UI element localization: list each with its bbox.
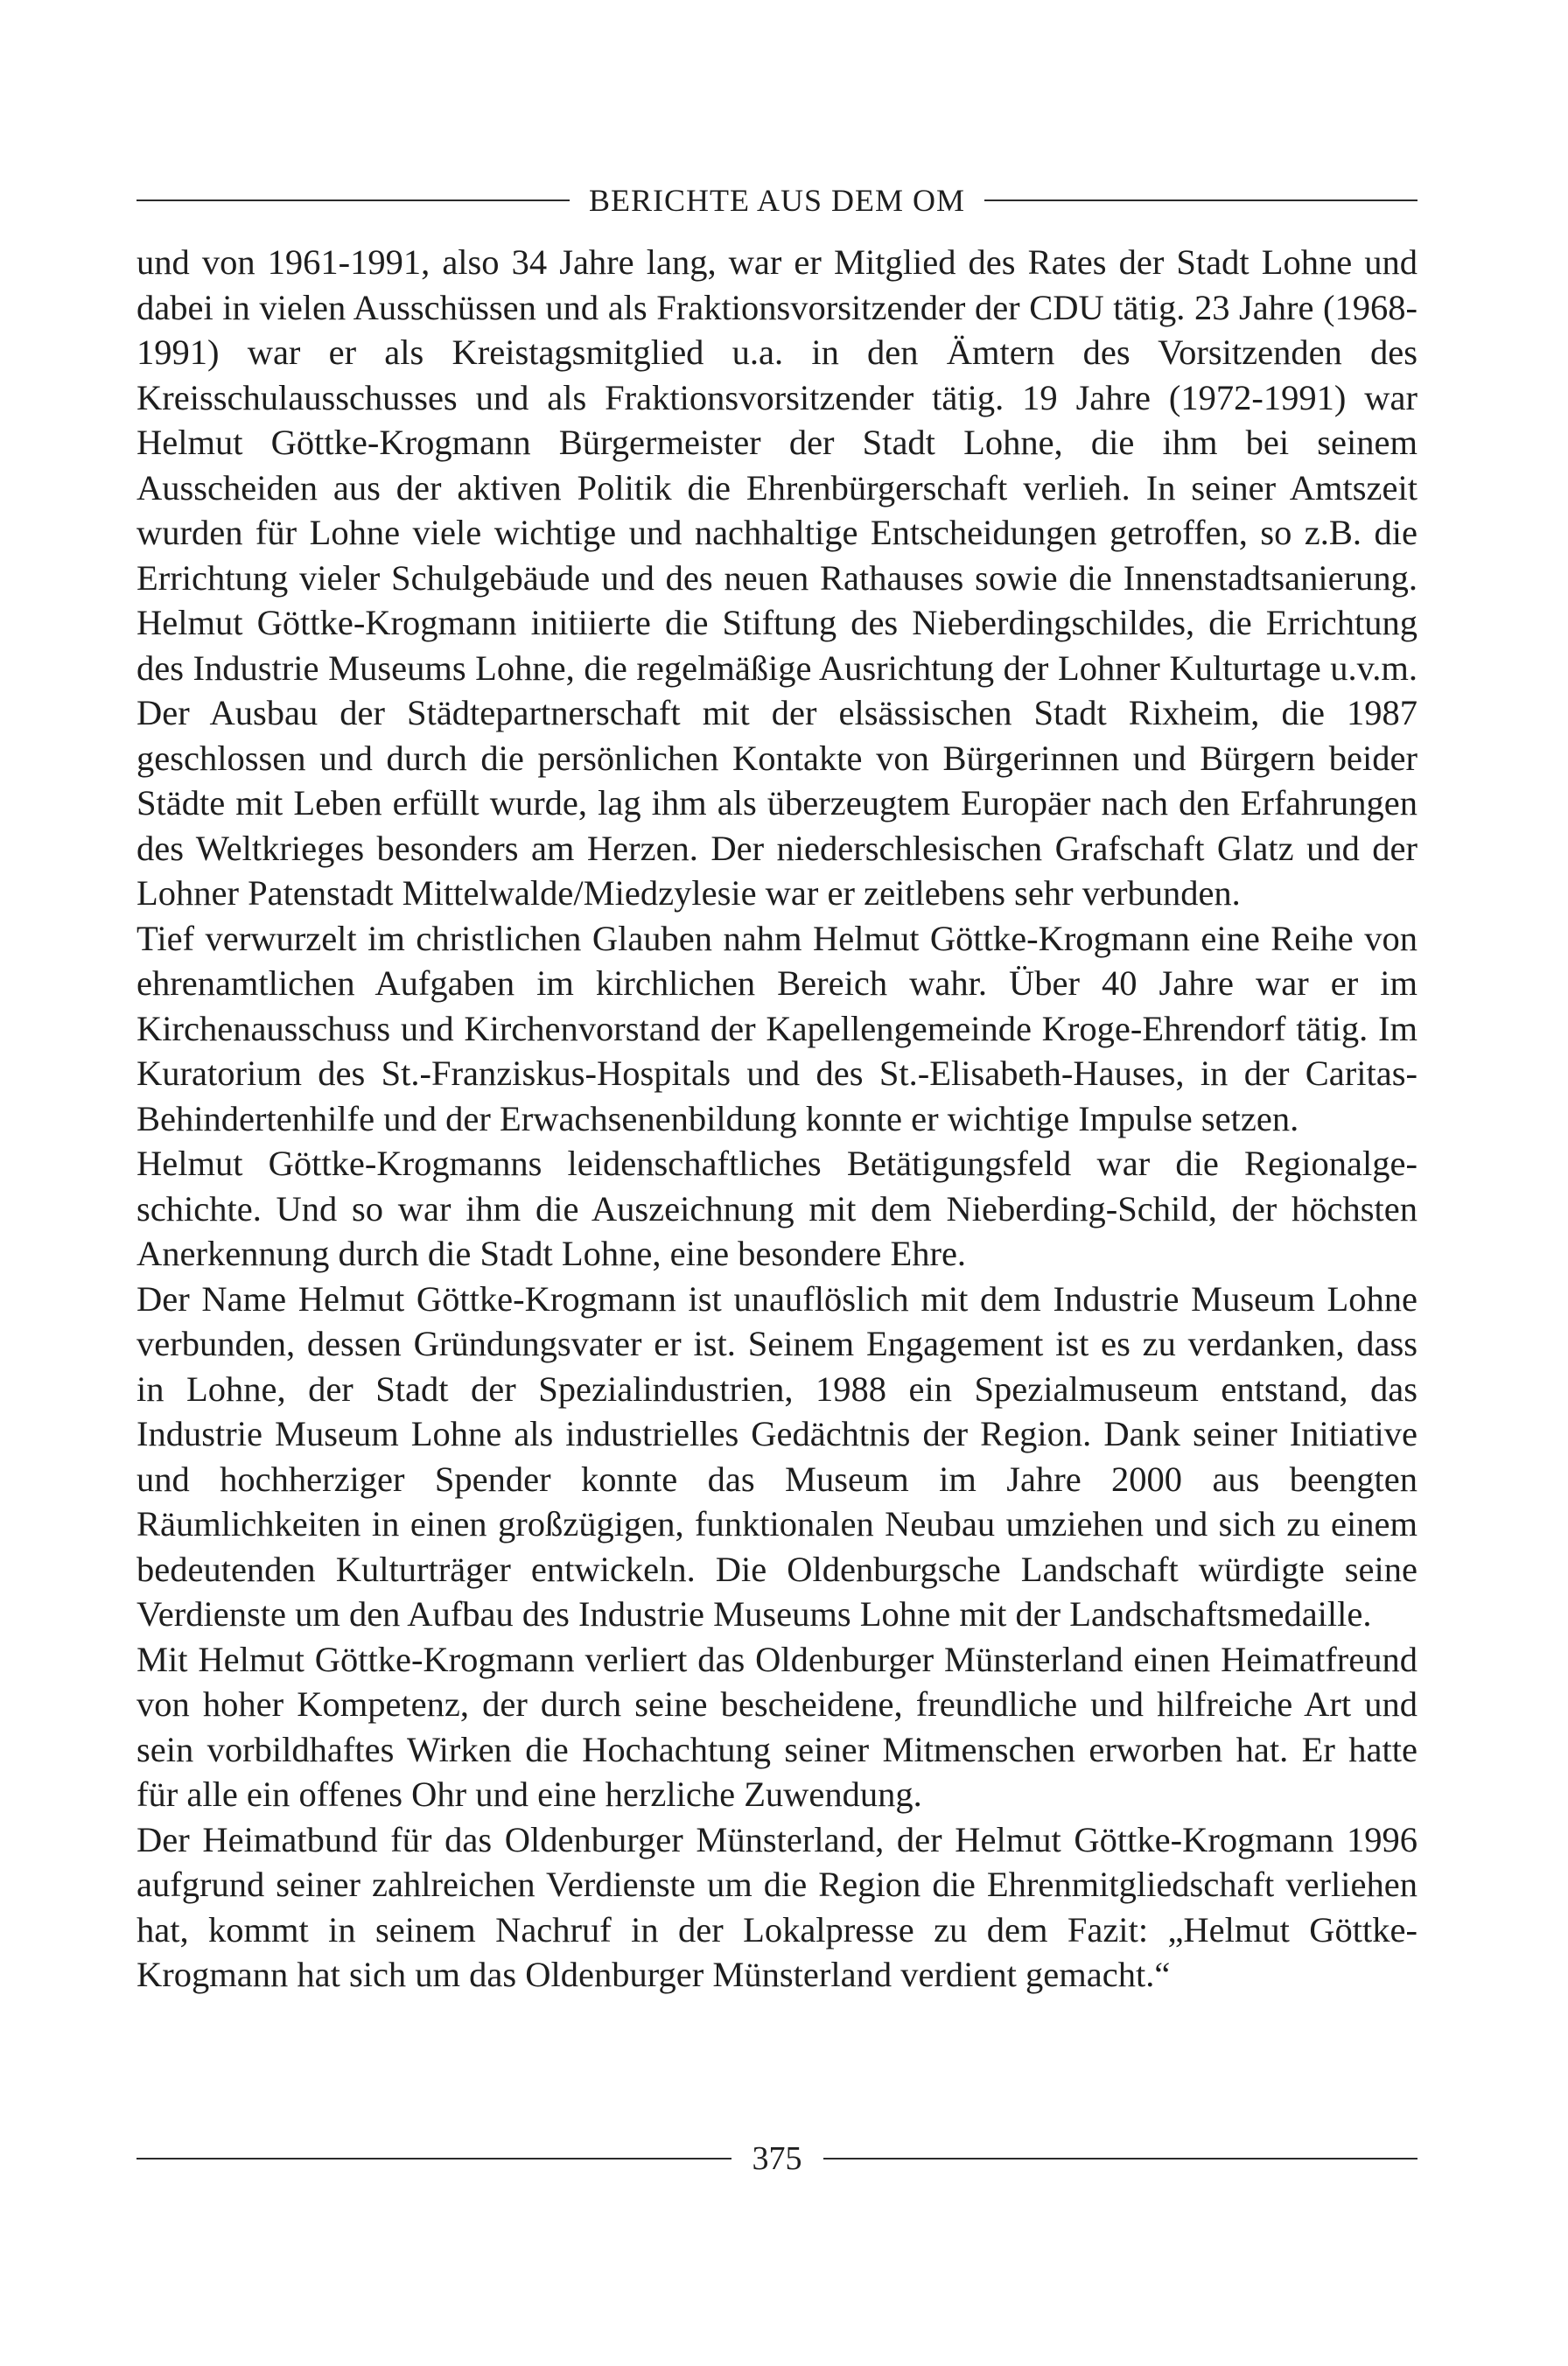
paragraph-career: und von 1961-1991, also 34 Jahre lang, war er Mitglied des Rates der Stadt Lohne und dabei in vielen Ausschüssen und als Fraktionsvorsitzender der CDU tätig. 23 Jahre (1968-1991) war er als Kreistagsmitglied u.a. in den Ämtern des Vorsitzenden des Kreisschulausschusses und als Fraktionsvorsitzender tätig. 19 Jahre (1972-1991) war Helmut Göttke-Krogmann Bürgermeister der Stadt Lohne, die ihm bei seinem Ausscheiden aus der aktiven Politik die Ehrenbürgerschaft verlieh. In seiner Amtszeit wurden für Lohne viele wichtige und nachhaltige Entscheidungen getroffen, so z.B. die Errichtung vieler Schulgebäude und des neuen Rathauses sowie die Innenstadtsanierung. Helmut Göttke-Krogmann initiierte die Stiftung des Nieberdingschildes, die Errichtung des Industrie Museums Lohne, die regelmäßige Ausrichtung der Lohner Kulturtage u.v.m. Der Ausbau der Städtepartnerschaft mit der elsässischen Stadt Rixheim, die 1987 geschlossen und durch die persönlichen Kontakte von Bürgerinnen und Bürgern beider Städte mit Leben erfüllt wurde, lag ihm als überzeugtem Europäer nach den Erfahrungen des Weltkrieges besonders am Herzen. Der niederschlesischen Grafschaft Glatz und der Lohner Patenstadt Mittelwalde/Miedzylesie war er zeitlebens sehr verbunden. (136, 242, 1418, 913)
paragraph-industry-museum: Der Name Helmut Göttke-Krogmann ist unauflöslich mit dem Industrie Museum Lohne verbunden, dessen Gründungsvater er ist. Seinem Engagement ist es zu verdanken, dass in Lohne, der Stadt der Spezialindustrien, 1988 ein Spezialmuseum entstand, das Industrie Museum Lohne als industrielles Gedächtnis der Region. Dank seiner Initiative und hochherziger Spender konnte das Museum im Jahre 2000 aus beengten Räumlichkeiten in einen großzügigen, funktionalen Neubau umziehen und sich zu einem bedeutenden Kulturträger entwickeln. Die Oldenburgsche Landschaft würdigte seine Verdienste um den Aufbau des Industrie Museums Lohne mit der Landschaftsmedaille. (136, 1278, 1418, 1634)
footer-rule-left (136, 2158, 732, 2160)
paragraph-heimatbund: Der Heimatbund für das Oldenburger Münsterland, der Helmut Göttke-Krogmann 1996 aufgrund seiner zahlreichen Verdienste um die Region die Ehrenmitgliedschaft verliehen hat, kommt in seinem Nachruf in der Lokalpresse zu dem Fazit: „Helmut Göttke-Krogmann hat sich um das Oldenburger Münsterland verdient gemacht.“ (136, 1819, 1418, 1994)
body-text (136, 240, 1418, 1998)
paragraph-church: Tief verwurzelt im christlichen Glauben nahm Helmut Göttke-Krogmann eine Reihe von ehrenamtlichen Aufgaben im kirchlichen Bereich wahr. Über 40 Jahre war er im Kirchenausschuss und Kirchenvorstand der Kapellengemeinde Kroge-Ehrendorf tätig. Im Kuratorium des St.-Franziskus-Hospitals und des St.-Elisabeth-Hauses, in der Caritas-Behindertenhilfe und der Erwachsenenbildung konnte er wichtige Impulse setzen. (136, 918, 1418, 1138)
header-rule-left (136, 200, 570, 201)
page-footer (136, 2137, 1418, 2180)
running-header (136, 178, 1418, 222)
page-number: 375 (752, 2140, 802, 2177)
running-header-title: BERICHTE AUS DEM OM (588, 183, 966, 218)
paragraph-tribute: Mit Helmut Göttke-Krogmann verliert das Oldenburger Münsterland einen Heimatfreund von hoher Kompetenz, der durch seine bescheidene, freundliche und hilfreiche Art und sein vorbildhaftes Wirken die Hochachtung seiner Mitmenschen erworben hat. Er hatte für alle ein offenes Ohr und eine herzliche Zuwendung. (136, 1639, 1418, 1814)
paragraph-regional-history: Helmut Göttke-Krogmanns leidenschaftliches Betätigungsfeld war die Regionalgeschichte. Und so war ihm die Auszeichnung mit dem Nieberding-Schild, der höchsten Anerkennung durch die Stadt Lohne, eine besondere Ehre. (136, 1144, 1418, 1273)
footer-rule-right (823, 2158, 1418, 2160)
header-rule-right (984, 200, 1418, 201)
